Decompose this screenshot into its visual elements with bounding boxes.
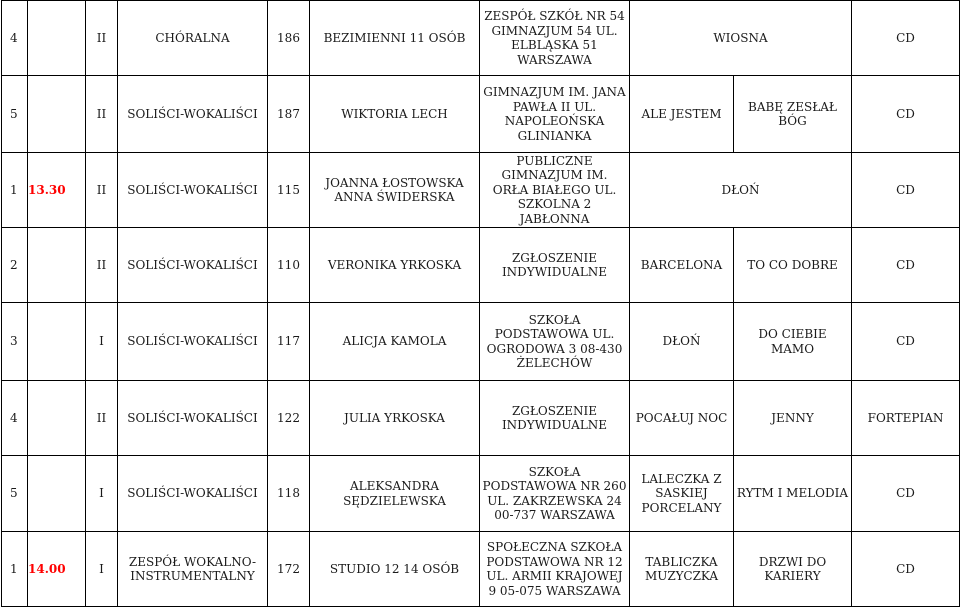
time-cell <box>28 303 86 381</box>
number-cell: 186 <box>268 1 310 76</box>
accompaniment-cell: CD <box>852 76 960 153</box>
song-1-cell: DŁOŃ <box>630 303 734 381</box>
lp-cell: 2 <box>2 228 28 303</box>
table-row <box>2 228 960 303</box>
number-cell: 187 <box>268 76 310 153</box>
lp-cell: 3 <box>2 303 28 381</box>
section-cell: CHÓRALNA <box>118 1 268 76</box>
lp-cell: 4 <box>2 381 28 456</box>
institution-cell: ZGŁOSZENIE INDYWIDUALNE <box>480 228 630 303</box>
song-2-cell: RYTM I MELODIA <box>734 456 852 532</box>
song-cell: DŁOŃ <box>630 153 852 228</box>
accompaniment-cell: CD <box>852 228 960 303</box>
institution-cell: SZKOŁA PODSTAWOWA NR 260 UL. ZAKRZEWSKA 24 00-737 WARSZAWA <box>480 456 630 532</box>
song-1-cell: POCAŁUJ NOC <box>630 381 734 456</box>
performer-cell: ALICJA KAMOLA <box>310 303 480 381</box>
lp-cell: 1 <box>2 532 28 607</box>
lp-cell: 5 <box>2 456 28 532</box>
time-cell <box>28 456 86 532</box>
song-2-cell: TO CO DOBRE <box>734 228 852 303</box>
song-1-cell: ALE JESTEM <box>630 76 734 153</box>
table-row <box>2 303 960 381</box>
time-cell <box>28 1 86 76</box>
section-cell: SOLIŚCI-WOKALIŚCI <box>118 76 268 153</box>
time-cell <box>28 381 86 456</box>
category-cell: II <box>86 381 118 456</box>
table-row <box>2 153 960 228</box>
song-2-cell: JENNY <box>734 381 852 456</box>
accompaniment-cell: FORTEPIAN <box>852 381 960 456</box>
category-cell: II <box>86 228 118 303</box>
song-1-cell: LALECZKA Z SASKIEJ PORCELANY <box>630 456 734 532</box>
time-cell: 14.00 <box>28 532 86 607</box>
performer-cell: JOANNA ŁOSTOWSKA ANNA ŚWIDERSKA <box>310 153 480 228</box>
institution-cell: SZKOŁA PODSTAWOWA UL. OGRODOWA 3 08-430 ŻELECHÓW <box>480 303 630 381</box>
table-row <box>2 456 960 532</box>
performer-cell: VERONIKA YRKOSKA <box>310 228 480 303</box>
section-cell: SOLIŚCI-WOKALIŚCI <box>118 153 268 228</box>
time-cell: 13.30 <box>28 153 86 228</box>
institution-cell: GIMNAZJUM IM. JANA PAWŁA II UL. NAPOLEOŃSKA GLINIANKA <box>480 76 630 153</box>
category-cell: I <box>86 303 118 381</box>
schedule-table <box>1 0 960 607</box>
institution-cell: PUBLICZNE GIMNAZJUM IM. ORŁA BIAŁEGO UL. SZKOLNA 2 JABŁONNA <box>480 153 630 228</box>
table-row <box>2 381 960 456</box>
number-cell: 172 <box>268 532 310 607</box>
performer-cell: JULIA YRKOSKA <box>310 381 480 456</box>
song-cell: WIOSNA <box>630 1 852 76</box>
number-cell: 122 <box>268 381 310 456</box>
accompaniment-cell: CD <box>852 1 960 76</box>
lp-cell: 1 <box>2 153 28 228</box>
performer-cell: ALEKSANDRA SĘDZIELEWSKA <box>310 456 480 532</box>
table-row <box>2 76 960 153</box>
section-cell: SOLIŚCI-WOKALIŚCI <box>118 381 268 456</box>
section-cell: ZESPÓŁ WOKALNO-INSTRUMENTALNY <box>118 532 268 607</box>
table-row <box>2 1 960 76</box>
category-cell: II <box>86 1 118 76</box>
category-cell: II <box>86 76 118 153</box>
song-2-cell: BABĘ ZESŁAŁ BÓG <box>734 76 852 153</box>
accompaniment-cell: CD <box>852 456 960 532</box>
performer-cell: WIKTORIA LECH <box>310 76 480 153</box>
accompaniment-cell: CD <box>852 153 960 228</box>
table-row <box>2 532 960 607</box>
institution-cell: ZESPÓŁ SZKÓŁ NR 54 GIMNAZJUM 54 UL. ELBLĄSKA 51 WARSZAWA <box>480 1 630 76</box>
song-1-cell: TABLICZKA MUZYCZKA <box>630 532 734 607</box>
section-cell: SOLIŚCI-WOKALIŚCI <box>118 456 268 532</box>
institution-cell: SPOŁECZNA SZKOŁA PODSTAWOWA NR 12 UL. ARMII KRAJOWEJ 9 05-075 WARSZAWA <box>480 532 630 607</box>
number-cell: 117 <box>268 303 310 381</box>
number-cell: 115 <box>268 153 310 228</box>
lp-cell: 5 <box>2 76 28 153</box>
category-cell: II <box>86 153 118 228</box>
song-2-cell: DRZWI DO KARIERY <box>734 532 852 607</box>
section-cell: SOLIŚCI-WOKALIŚCI <box>118 303 268 381</box>
category-cell: I <box>86 456 118 532</box>
number-cell: 118 <box>268 456 310 532</box>
section-cell: SOLIŚCI-WOKALIŚCI <box>118 228 268 303</box>
institution-cell: ZGŁOSZENIE INDYWIDUALNE <box>480 381 630 456</box>
number-cell: 110 <box>268 228 310 303</box>
lp-cell: 4 <box>2 1 28 76</box>
accompaniment-cell: CD <box>852 532 960 607</box>
time-cell <box>28 76 86 153</box>
performer-cell: STUDIO 12 14 OSÓB <box>310 532 480 607</box>
song-2-cell: DO CIEBIE MAMO <box>734 303 852 381</box>
accompaniment-cell: CD <box>852 303 960 381</box>
category-cell: I <box>86 532 118 607</box>
time-cell <box>28 228 86 303</box>
performer-cell: BEZIMIENNI 11 OSÓB <box>310 1 480 76</box>
song-1-cell: BARCELONA <box>630 228 734 303</box>
